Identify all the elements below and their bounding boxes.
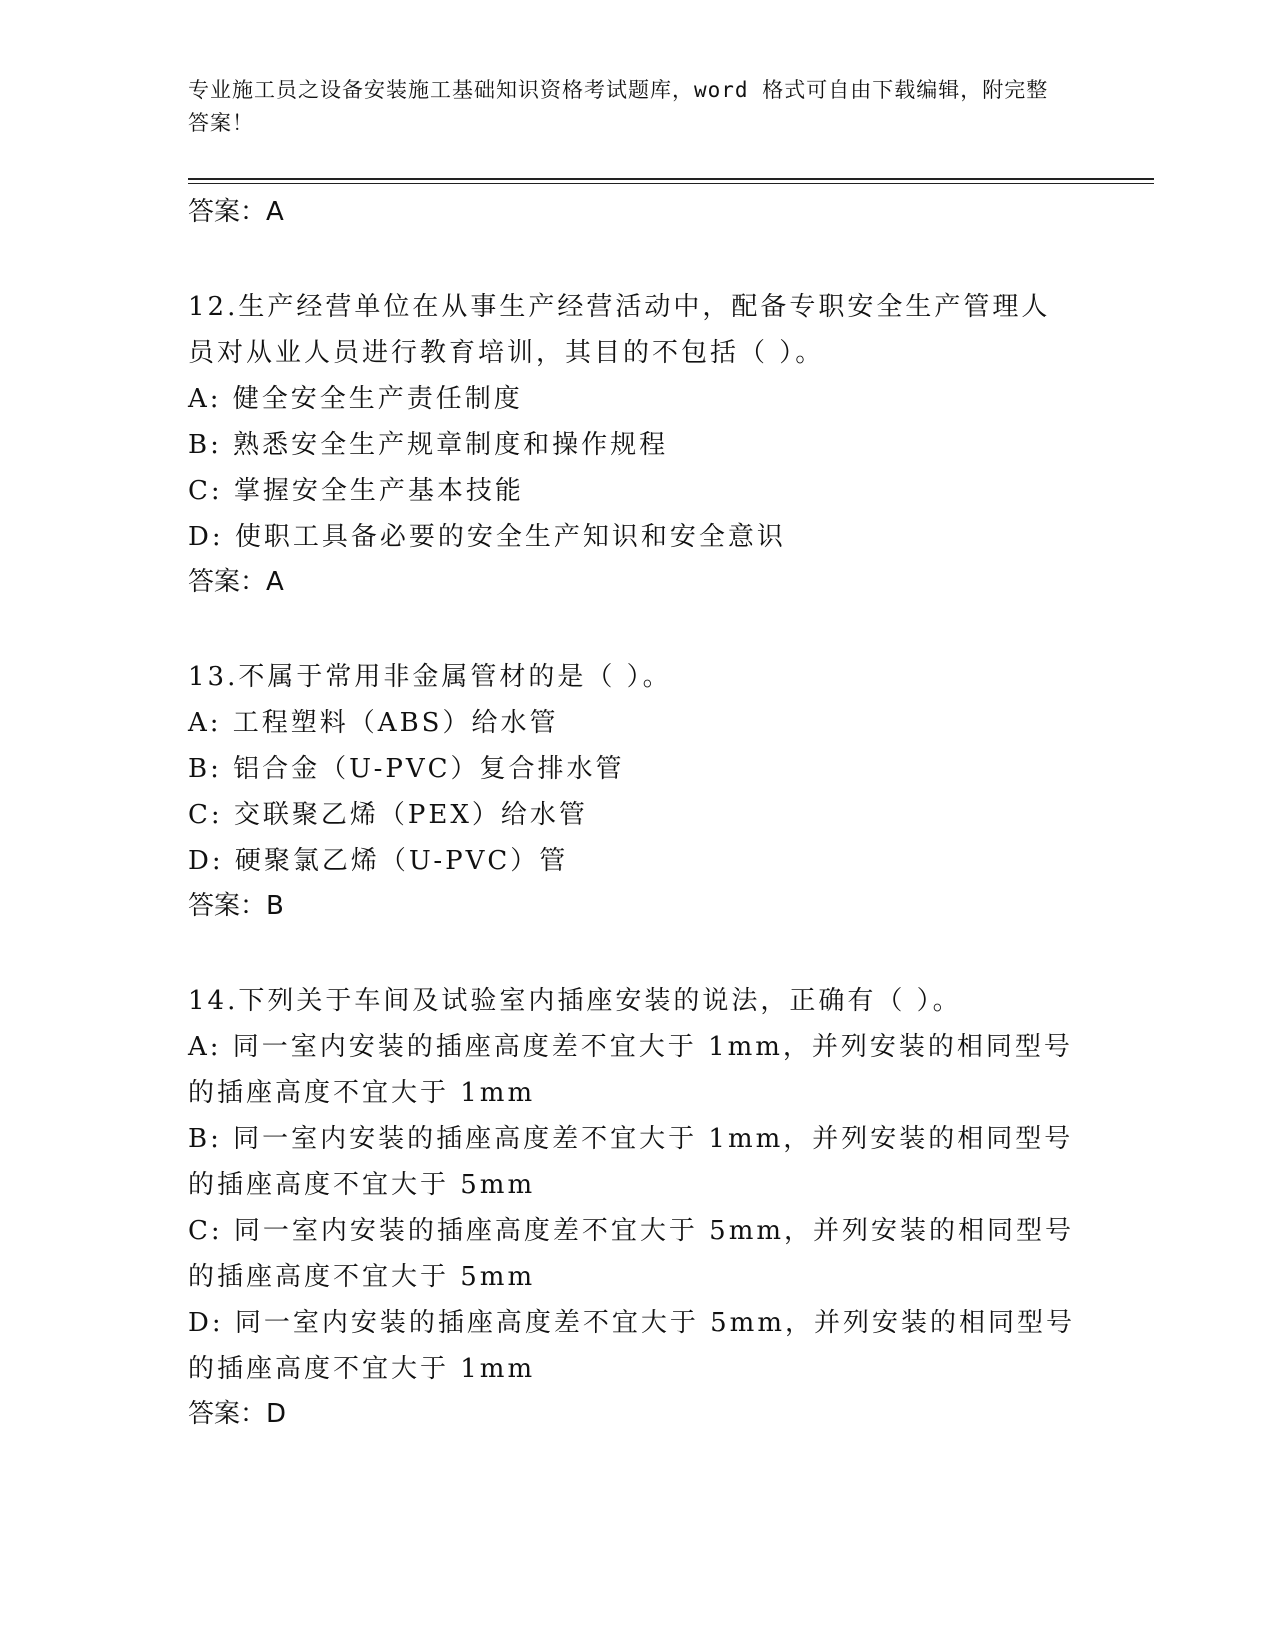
option-b: B: 熟悉安全生产规章制度和操作规程: [188, 430, 669, 460]
header-divider-thin: [188, 183, 1154, 184]
option-a: A: 工程塑料（ABS）给水管: [188, 708, 559, 738]
answer: 答案：B: [188, 891, 284, 921]
option-b: B: 同一室内安装的插座高度差不宜大于 1mm，并列安装的相同型号的插座高度不宜大于 5mm: [188, 1124, 1074, 1200]
option-d: D: 同一室内安装的插座高度差不宜大于 5mm，并列安装的相同型号的插座高度不宜大于 1mm: [188, 1308, 1075, 1384]
answer: 答案：A: [188, 567, 284, 597]
question-14: [188, 978, 1088, 1436]
header-divider-thick: [188, 178, 1154, 180]
answer: 答案：D: [188, 1399, 287, 1429]
option-a: A: 同一室内安装的插座高度差不宜大于 1mm，并列安装的相同型号的插座高度不宜大于 1mm: [188, 1032, 1073, 1108]
option-c: C: 掌握安全生产基本技能: [188, 476, 524, 506]
option-d: D: 使职工具备必要的安全生产知识和安全意识: [188, 522, 786, 552]
previous-answer: 答案：A: [188, 197, 284, 227]
question-12: [188, 284, 1088, 604]
document-header: 专业施工员之设备安装施工基础知识资格考试题库，word 格式可自由下载编辑，附完整答案！: [188, 78, 1049, 135]
question-list: [188, 190, 1088, 1436]
option-b: B: 铝合金（U-PVC）复合排水管: [188, 754, 625, 784]
option-c: C: 交联聚乙烯（PEX）给水管: [188, 800, 588, 830]
option-c: C: 同一室内安装的插座高度差不宜大于 5mm，并列安装的相同型号的插座高度不宜大于 5mm: [188, 1216, 1075, 1292]
option-a: A: 健全安全生产责任制度: [188, 384, 523, 414]
question-13: [188, 654, 1088, 928]
question-stem: 14.下列关于车间及试验室内插座安装的说法，正确有（ ）。: [188, 986, 962, 1016]
question-stem: 12.生产经营单位在从事生产经营活动中，配备专职安全生产管理人员对从业人员进行教育培训，其目的不包括（ ）。: [188, 292, 1051, 368]
question-stem: 13.不属于常用非金属管材的是（ ）。: [188, 662, 672, 692]
option-d: D: 硬聚氯乙烯（U-PVC）管: [188, 846, 569, 876]
